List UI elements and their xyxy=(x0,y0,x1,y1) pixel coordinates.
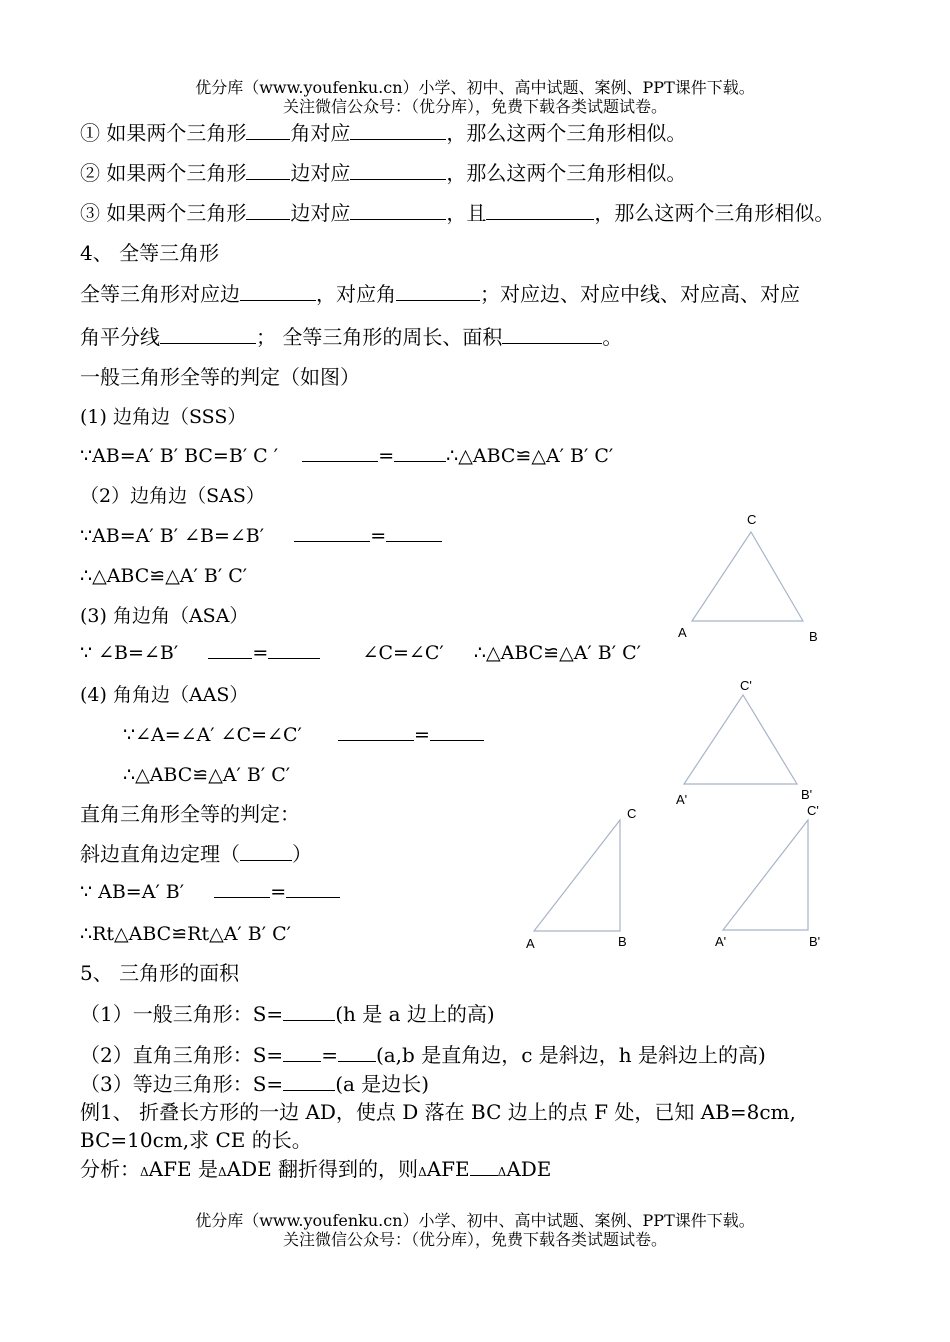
example-line-2: BC=10cm,求 CE 的长。 xyxy=(80,1128,312,1152)
blank xyxy=(240,842,292,861)
fig3-label-b: B xyxy=(618,934,627,949)
general-title: 一般三角形全等的判定（如图） xyxy=(80,365,360,389)
sss-title: (1) 边角边（SSS） xyxy=(80,406,247,428)
triangle-a1b1c1-shape xyxy=(684,695,797,784)
similar-line-3: ③ 如果两个三角形 边对应 ，且 ，那么这两个三角形相似。 xyxy=(80,201,835,225)
section-5-heading: 5、 三角形的面积 xyxy=(80,961,240,985)
blank xyxy=(338,1043,376,1062)
blank xyxy=(208,644,252,659)
blank xyxy=(396,282,480,301)
blank xyxy=(394,447,446,462)
aas-conclusion: ∴△ABC≌△A′ B′ C′ xyxy=(123,764,291,786)
blank xyxy=(268,644,320,659)
blank xyxy=(283,1002,335,1021)
blank xyxy=(283,1072,335,1091)
fig3-label-c: C xyxy=(627,806,637,821)
header-line-2: 关注微信公众号：（优分库），免费下载各类试题试卷。 xyxy=(282,97,667,116)
right-triangle-abc-shape xyxy=(534,820,620,931)
blank xyxy=(502,325,602,344)
hl-line: 斜边直角边定理（ ） xyxy=(80,842,312,866)
triangle-a1b1c1 xyxy=(676,678,812,807)
blank xyxy=(240,282,316,301)
asa-line: ∵ ∠B=∠B′ = ∠C=∠C′ ∴△ABC≌△A′ B′ C′ xyxy=(80,642,641,664)
congruent-para-2: 角平分线 ； 全等三角形的周长、面积 。 xyxy=(80,325,623,349)
header-line-1: 优分库（www.youfenku.cn）小学、初中、高中试题、案例、PPT课件下载。 xyxy=(195,78,755,97)
blank xyxy=(302,447,378,462)
triangle-abc xyxy=(678,512,818,644)
sas-title: （2）边角边（SAS） xyxy=(80,485,265,507)
blank xyxy=(350,161,446,180)
sas-line: ∵AB=A′ B′ ∠B=∠B′ = xyxy=(80,524,442,548)
area-right: （2）直角三角形：S= = (a,b 是直角边，c 是斜边，h 是斜边上的高) xyxy=(80,1043,766,1067)
blank xyxy=(286,883,340,898)
blank xyxy=(430,726,484,741)
fig4-label-a: A' xyxy=(715,934,727,949)
similar-line-2: ② 如果两个三角形 边对应 ，那么这两个三角形相似。 xyxy=(80,161,687,185)
fig2-label-b: B' xyxy=(801,787,813,802)
fig1-label-a: A xyxy=(678,625,687,640)
hl-given: ∵ AB=A′ B′ = xyxy=(80,880,340,904)
fig1-label-c: C xyxy=(747,512,757,527)
blank xyxy=(386,527,442,542)
blank xyxy=(283,1043,321,1062)
fig4-label-b: B' xyxy=(809,934,821,949)
blank xyxy=(470,1157,498,1176)
blank xyxy=(246,201,290,220)
sas-conclusion: ∴△ABC≌△A′ B′ C′ xyxy=(80,565,248,587)
fig3-label-a: A xyxy=(526,936,535,951)
fig1-label-b: B xyxy=(809,629,818,644)
blank xyxy=(246,121,290,140)
fig2-label-c: C' xyxy=(740,678,752,693)
blank xyxy=(294,527,370,542)
blank xyxy=(350,121,446,140)
congruent-para-1: 全等三角形对应边 ，对应角 ；对应边、对应中线、对应高、对应 xyxy=(80,282,800,306)
footer-line-1: 优分库（www.youfenku.cn）小学、初中、高中试题、案例、PPT课件下载。 xyxy=(195,1211,755,1230)
aas-title: (4) 角角边（AAS） xyxy=(80,684,249,706)
example-line-1: 例1、 折叠长方形的一边 AD，使点 D 落在 BC 边上的点 F 处，已知 AB=8cm, xyxy=(80,1100,796,1124)
triangle-abc-shape xyxy=(692,532,803,621)
analysis-line: 分析：ΔAFE 是ΔADE 翻折得到的，则ΔAFE ΔADE xyxy=(80,1157,552,1181)
sss-line: ∵AB=A′ B′ BC=B′ C ′ = ∴△ABC≌△A′ B′ C′ xyxy=(80,445,614,467)
fig4-label-c: C' xyxy=(807,803,819,818)
blank xyxy=(486,201,594,220)
aas-line: ∵∠A=∠A′ ∠C=∠C′ = xyxy=(123,723,484,747)
right-triangle-abc xyxy=(526,806,636,951)
footer-line-2: 关注微信公众号：（优分库），免费下载各类试题试卷。 xyxy=(282,1230,667,1249)
fig2-label-a: A' xyxy=(676,792,688,807)
right-triangle-a1b1c1 xyxy=(715,803,820,949)
similar-line-1: ① 如果两个三角形 角对应 ，那么这两个三角形相似。 xyxy=(80,121,687,145)
blank xyxy=(160,325,256,344)
right-title: 直角三角形全等的判定： xyxy=(80,802,300,826)
area-general: （1）一般三角形：S= (h 是 a 边上的高) xyxy=(80,1002,495,1026)
blank xyxy=(246,161,290,180)
blank xyxy=(214,883,270,898)
hl-conclusion: ∴Rt△ABC≌Rt△A′ B′ C′ xyxy=(80,923,291,945)
section-4-heading: 4、 全等三角形 xyxy=(80,241,220,265)
blank xyxy=(338,726,414,741)
asa-title: (3) 角边角（ASA） xyxy=(80,605,249,627)
blank xyxy=(350,201,446,220)
right-triangle-a1b1c1-shape xyxy=(723,820,808,930)
area-equilateral: （3）等边三角形：S= (a 是边长) xyxy=(80,1072,430,1096)
